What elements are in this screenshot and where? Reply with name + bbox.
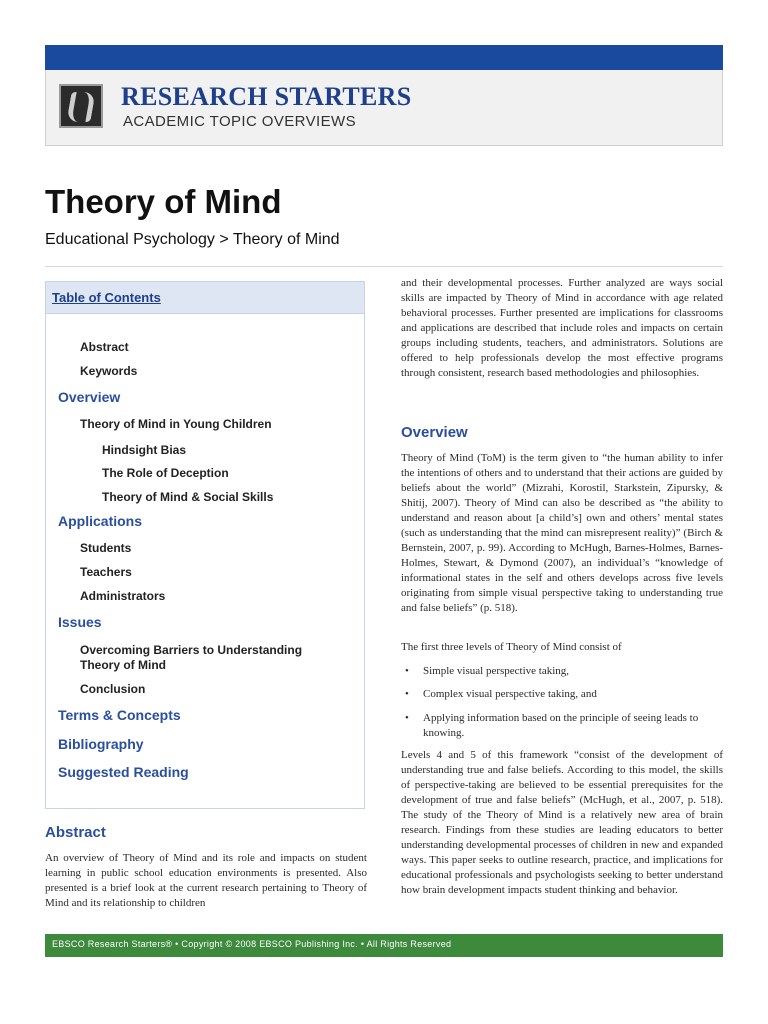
overview-heading: Overview <box>401 424 468 441</box>
table-of-contents <box>45 281 365 809</box>
toc-item-students[interactable]: Students <box>80 541 132 555</box>
footer-copyright: EBSCO Research Starters® • Copyright © 2008 EBSCO Publishing Inc. • All Rights Reserved <box>52 939 452 949</box>
overview-paragraph-3: Levels 4 and 5 of this framework “consist of the development of understanding true and false beliefs. According to this model, the skills of perspective-taking are believed to be essential prerequisites for the development of true and false beliefs” (McHugh, et al., 2007, p. 518). The study of the Theory of Mind is a relatively new area of brain research. Findings from these studies are leading educators to better understanding developmental processes of children in new and expanded ways. This paper seeks to outline research, practice, and implications for educational professionals and psychologists seeking to better understand how brain development impacts student thinking and behavior. <box>401 749 723 896</box>
toc-item-social-skills[interactable]: Theory of Mind & Social Skills <box>102 490 274 504</box>
research-starters-logo-icon <box>59 84 103 128</box>
document-title: Theory of Mind <box>45 183 282 220</box>
toc-item-issues[interactable]: Issues <box>58 614 102 630</box>
bullet-text: Applying information based on the principle of seeing leads to knowing. <box>423 712 699 739</box>
toc-item-terms-concepts[interactable]: Terms & Concepts <box>58 707 181 723</box>
bullet-icon: • <box>405 688 409 700</box>
overview-paragraph-1: Theory of Mind (ToM) is the term given to “the human ability to infer the intentions of others and to understand that their actions are guided by beliefs about the world” (Mizrahi, Korostil, Starkstein, Zipursky, & Shitij, 2007). Theory of Mind can also be described as “the ability to understand and reason about [a child’s] own and others’ mental states (such as understanding that the mind can misrepresent reality)” (Birch & Bernstein, 2007, p. 99). According to McHugh, Barnes-Holmes, Barnes-Holmes, Stewart, & Dymond (2007), an individual’s “knowledge of informational states in the self and others develops across five levels originating from simple visual perspective taking to understanding true and false beliefs” (p. 518). <box>401 452 723 614</box>
toc-item-applications[interactable]: Applications <box>58 513 143 529</box>
toc-item-administrators[interactable]: Administrators <box>80 589 166 603</box>
toc-item-overcoming-barriers-cont[interactable]: Theory of Mind <box>80 658 166 672</box>
toc-item-role-of-deception[interactable]: The Role of Deception <box>102 466 229 480</box>
toc-item-keywords[interactable]: Keywords <box>80 364 138 378</box>
bullet-text: Simple visual perspective taking, <box>423 665 570 677</box>
brand-subtitle: ACADEMIC TOPIC OVERVIEWS <box>123 113 356 130</box>
logo-mark <box>66 92 95 122</box>
toc-item-young-children[interactable]: Theory of Mind in Young Children <box>80 417 272 431</box>
toc-item-teachers[interactable]: Teachers <box>80 565 132 579</box>
breadcrumb: Educational Psychology > Theory of Mind <box>45 231 340 248</box>
brand-title: RESEARCH STARTERS <box>121 82 412 111</box>
bullet-text: Complex visual perspective taking, and <box>423 688 597 700</box>
toc-item-conclusion[interactable]: Conclusion <box>80 682 146 696</box>
top-banner-bar <box>45 45 723 70</box>
bullet-icon: • <box>405 712 409 724</box>
toc-item-bibliography[interactable]: Bibliography <box>58 736 144 752</box>
toc-item-hindsight-bias[interactable]: Hindsight Bias <box>102 443 187 457</box>
overview-paragraph-2: The first three levels of Theory of Mind consist of <box>401 641 622 653</box>
brand-header <box>45 70 723 146</box>
footer-bar <box>45 934 723 957</box>
abstract-text: An overview of Theory of Mind and its role and impacts on student learning in public school education environments is presented. Also presented is a brief look at the current research pertaining to Theory of Mind and its relationship to children <box>45 852 367 909</box>
toc-item-suggested-reading[interactable]: Suggested Reading <box>58 764 189 780</box>
abstract-continuation: and their developmental processes. Further analyzed are ways social skills are impacted by Theory of Mind in accordance with age related behavioral processes. Further presented are implications for classrooms and applications are described that include roles and impacts on certain groups including students, teachers, and administrators. Solutions are offered to help professionals develop the most effective programs through consistent, research based methodologies and philosophies. <box>401 277 723 379</box>
toc-item-overcoming-barriers[interactable]: Overcoming Barriers to Understanding <box>80 643 303 657</box>
toc-item-abstract[interactable]: Abstract <box>80 340 129 354</box>
bullet-icon: • <box>405 665 409 677</box>
toc-heading[interactable]: Table of Contents <box>52 290 161 305</box>
divider <box>45 266 723 267</box>
abstract-heading: Abstract <box>45 824 106 841</box>
toc-header <box>46 282 364 314</box>
toc-item-overview[interactable]: Overview <box>58 389 121 405</box>
